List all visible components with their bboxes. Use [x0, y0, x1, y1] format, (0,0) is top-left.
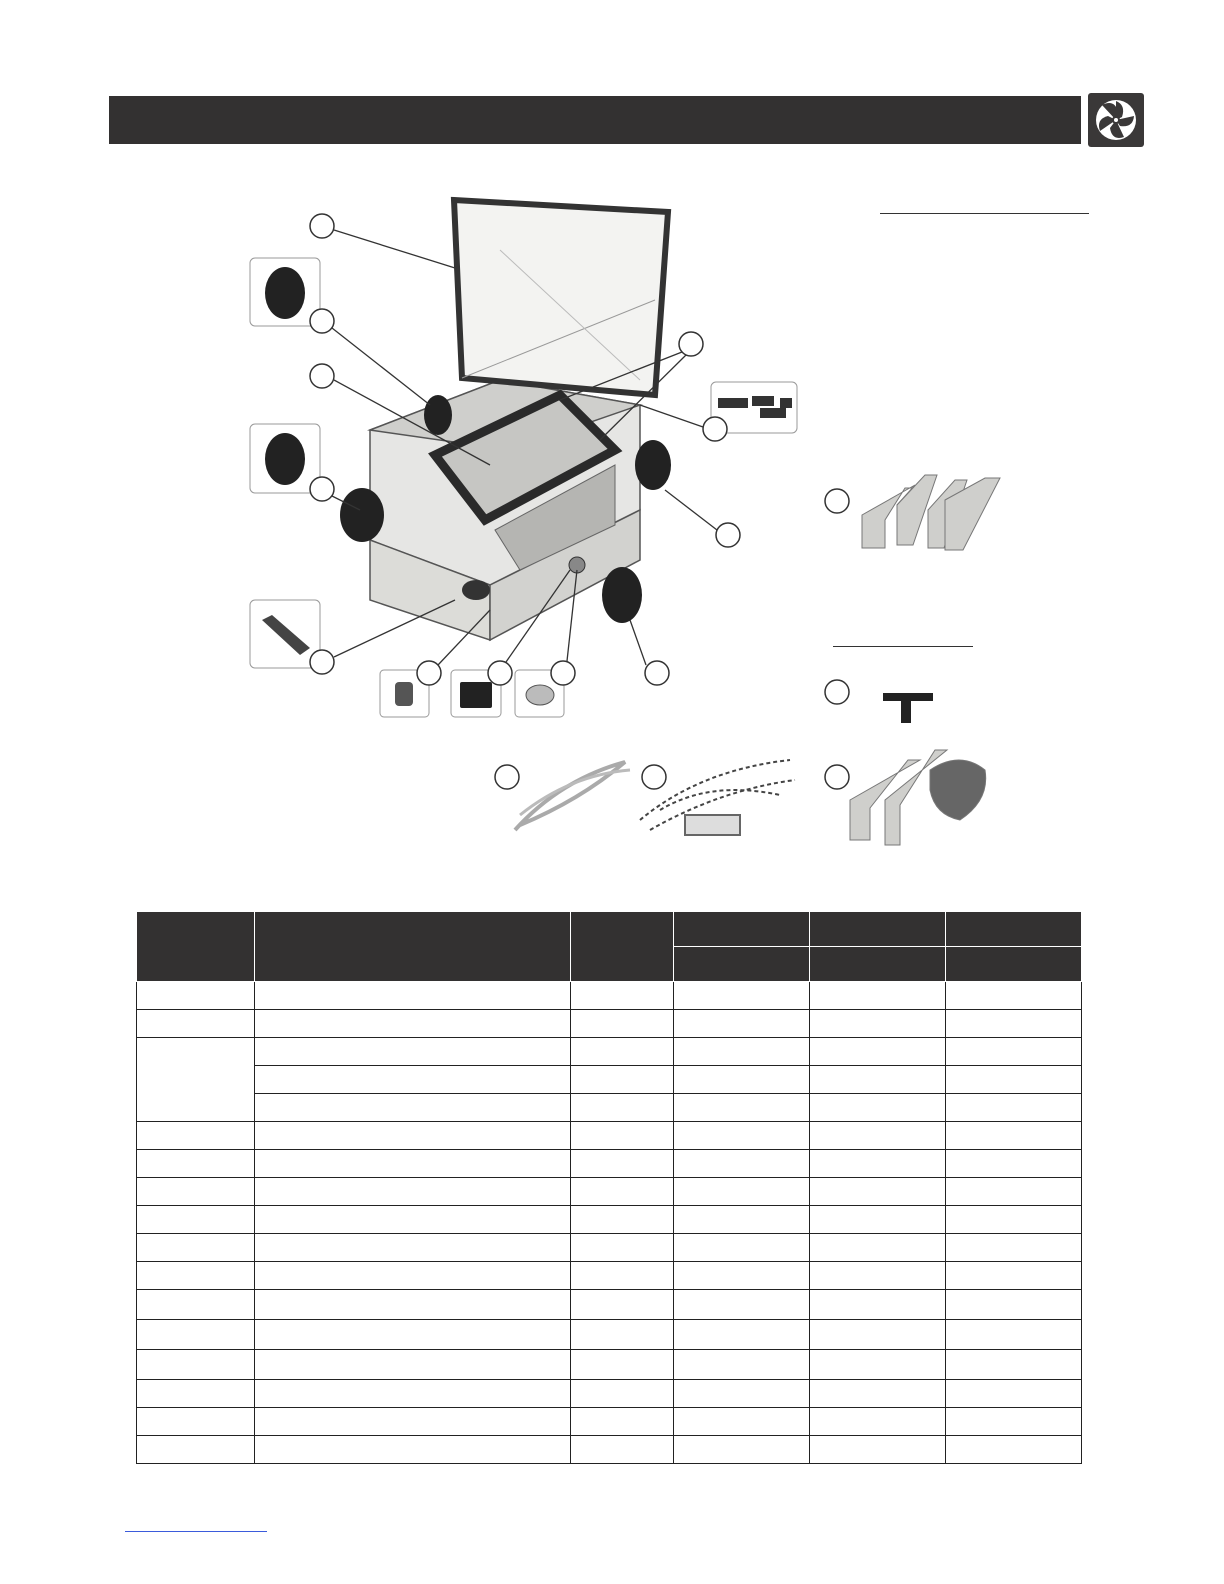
- section-heading-underline: [880, 213, 1089, 214]
- ventilation-unit-exploded-view: [340, 200, 671, 640]
- duct-collar-icon: [265, 267, 305, 319]
- table-row: [137, 1066, 1082, 1094]
- drain-fitting-icon: [395, 682, 413, 706]
- column-subheader: [810, 947, 946, 982]
- table-row: [137, 1178, 1082, 1206]
- table-row: [137, 1122, 1082, 1150]
- filter-clip-icon: [460, 682, 492, 708]
- table-row: [137, 1320, 1082, 1350]
- column-header: [571, 912, 674, 982]
- column-header: [137, 912, 255, 982]
- footer-link[interactable]: [125, 1531, 267, 1532]
- table-row: [137, 1038, 1082, 1066]
- table-row: [137, 1094, 1082, 1122]
- parts-list-table: [136, 911, 1082, 1464]
- table-row: [137, 1380, 1082, 1408]
- column-subheader: [674, 947, 810, 982]
- table-row: [137, 1408, 1082, 1436]
- table-row: [137, 1290, 1082, 1320]
- tee-fitting-icon: [883, 693, 933, 723]
- column-subheader: [946, 947, 1082, 982]
- column-header: [674, 912, 810, 947]
- column-header: [810, 912, 946, 947]
- table-row: [137, 1206, 1082, 1234]
- table-row: [137, 1262, 1082, 1290]
- table-row: [137, 1350, 1082, 1380]
- mounting-brackets-icon: [862, 475, 1000, 550]
- table-row: [137, 1234, 1082, 1262]
- duct-collar-icon: [265, 433, 305, 485]
- grommet-icon: [526, 685, 554, 705]
- table-row: [137, 1010, 1082, 1038]
- table-row: [137, 982, 1082, 1010]
- column-header: [255, 912, 571, 982]
- table-row: [137, 1150, 1082, 1178]
- section-heading-underline: [833, 646, 973, 647]
- hanging-strap-kit-icon: [850, 750, 986, 845]
- column-header: [946, 912, 1082, 947]
- table-row: [137, 1436, 1082, 1464]
